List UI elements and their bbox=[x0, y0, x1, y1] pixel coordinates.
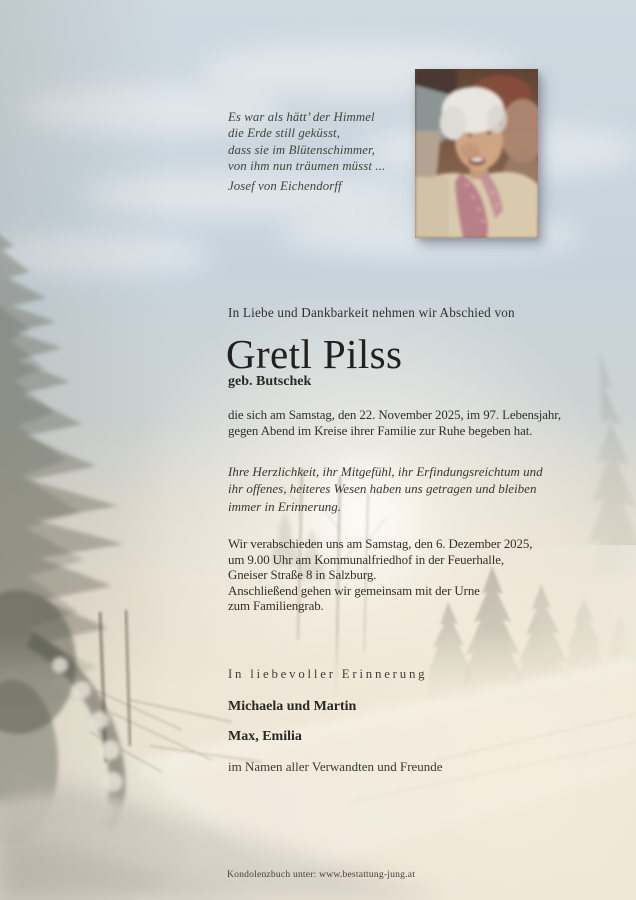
death-notice bbox=[228, 408, 561, 439]
tribute bbox=[228, 463, 543, 515]
tribute-line: Ihre Herzlichkeit, ihr Mitgefühl, ihr Erfindungsreichtum und bbox=[228, 464, 543, 479]
funeral-line: Wir verabschieden uns am Samstag, den 6. Dezember 2025, bbox=[228, 537, 533, 551]
mourners-line: Max, Emilia bbox=[228, 729, 302, 744]
tribute-line: ihr offenes, heiteres Wesen haben uns getragen und bleiben bbox=[228, 481, 537, 497]
remembrance-heading: In liebevoller Erinnerung bbox=[228, 667, 428, 681]
left-shade bbox=[0, 0, 170, 900]
poem-line: die Erde still geküsst, bbox=[228, 126, 341, 141]
intro-line: In Liebe und Dankbarkeit nehmen wir Abschied von bbox=[228, 305, 515, 320]
tribute-line: immer in Erinnerung. bbox=[228, 498, 342, 514]
funeral-line: Gneiser Straße 8 in Salzburg. bbox=[228, 568, 377, 583]
funeral-line: Anschließend gehen wir gemeinsam mit der Urne bbox=[228, 583, 480, 598]
death-notice-line: gegen Abend im Kreise ihrer Familie zur Ruhe begeben hat. bbox=[228, 423, 533, 438]
maiden-name: geb. Butschek bbox=[228, 374, 312, 389]
funeral-line: um 9.00 Uhr am Kommunalfriedhof in der Feuerhalle, bbox=[228, 552, 505, 567]
funeral-line: zum Familiengrab. bbox=[228, 599, 324, 614]
poem-line: von ihm nun träumen müsst ... bbox=[228, 159, 386, 174]
closing-line: im Namen aller Verwandten und Freunde bbox=[228, 759, 443, 774]
deceased-name: Gretl Pilss bbox=[226, 331, 403, 377]
condolence-note: Kondolenzbuch unter: www.bestattung-jung.at bbox=[227, 869, 416, 880]
portrait-photo bbox=[415, 69, 538, 238]
funeral-details bbox=[228, 537, 532, 615]
poem-line: Es war als hätt’ der Himmel bbox=[228, 110, 375, 124]
death-notice-line: die sich am Samstag, den 22. November 2025, im 97. Lebensjahr, bbox=[228, 408, 562, 422]
poem-line: dass sie im Blütenschimmer, bbox=[228, 142, 376, 157]
poem bbox=[228, 109, 385, 194]
mourners-line: Michaela und Martin bbox=[228, 699, 357, 714]
poem-attribution: Josef von Eichendorff bbox=[228, 178, 342, 193]
